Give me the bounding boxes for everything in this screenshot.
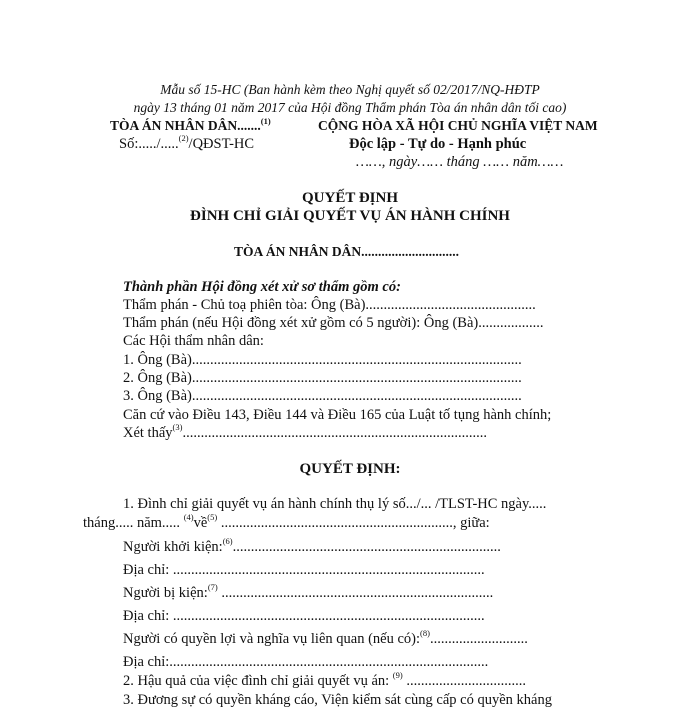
defendant-line <box>123 584 493 602</box>
panel-heading: Thành phần Hội đồng xét xử sơ thẩm gồm có: <box>123 279 401 295</box>
decision-number-note: (2) <box>178 133 189 144</box>
considering-note: (3) <box>172 422 183 433</box>
defendant-address-line: Địa chỉ: ...................................................................................... <box>123 608 485 624</box>
related-party-label: Người có quyền lợi và nghĩa vụ liên quan (nếu có): <box>123 631 421 647</box>
item-2-label: 2. Hậu quả của việc đình chỉ giải quyết vụ án: <box>123 673 390 689</box>
decision-number <box>119 135 254 153</box>
plaintiff-address-line: Địa chỉ: ...................................................................................... <box>123 562 485 578</box>
considering-dots: .................................................................................... <box>182 425 487 441</box>
item-1-date-text: tháng..... năm..... <box>83 515 181 531</box>
item-1-between-text: ................................................................, giữa: <box>217 515 490 531</box>
court-name-text: TÒA ÁN NHÂN DÂN....... <box>110 118 261 133</box>
related-party-address-line: Địa chỉ:........................................................................................ <box>123 654 489 670</box>
plaintiff-note: (6) <box>222 536 233 547</box>
assessor-line-1: 1. Ông (Bà)........................................................................................... <box>123 352 522 368</box>
court-line <box>234 243 459 261</box>
court-name-note: (1) <box>260 115 271 126</box>
item-1-note-5: (5) <box>207 512 218 523</box>
defendant-label: Người bị kiện: <box>123 585 208 601</box>
item-2-note: (9) <box>392 670 403 681</box>
document-title: QUYẾT ĐỊNH <box>302 190 398 206</box>
item-1-about-text: về <box>193 515 208 531</box>
related-party-dots: ........................... <box>429 631 528 647</box>
plaintiff-line <box>123 538 501 556</box>
decision-item-1-line-2 <box>83 514 490 532</box>
form-reference-line-1: Mẫu số 15-HC (Ban hành kèm theo Nghị quyết số 02/2017/NQ-HĐTP <box>160 82 540 97</box>
defendant-note: (7) <box>207 582 218 593</box>
assessor-line-2: 2. Ông (Bà)........................................................................................... <box>123 370 522 386</box>
decision-item-2-line <box>123 672 526 690</box>
plaintiff-label: Người khởi kiện: <box>123 539 223 555</box>
decision-number-prefix: Số:...../..... <box>119 136 179 152</box>
five-member-judge-line: Thẩm phán (nếu Hội đồng xét xử gồm có 5 người): Ông (Bà).................. <box>123 315 544 331</box>
related-party-note: (8) <box>420 628 430 639</box>
related-party-line <box>123 630 528 648</box>
court-name <box>110 117 271 135</box>
court-line-text: TÒA ÁN NHÂN DÂN............................. <box>234 244 460 259</box>
item-2-dots: ................................. <box>402 673 526 689</box>
decision-item-1-line-1: 1. Đình chỉ giải quyết vụ án hành chính thụ lý số.../... /TLST-HC ngày..... <box>123 496 547 512</box>
assessor-line-3: 3. Ông (Bà)........................................................................................... <box>123 388 522 404</box>
decision-heading: QUYẾT ĐỊNH: <box>299 461 401 477</box>
item-1-note-4: (4) <box>183 512 194 523</box>
decision-number-suffix: /QĐST-HC <box>188 136 255 152</box>
defendant-dots: ........................................................................... <box>217 585 494 601</box>
legal-basis-line: Căn cứ vào Điều 143, Điều 144 và Điều 165 của Luật tố tụng hành chính; <box>123 407 552 423</box>
considering-line <box>123 424 487 442</box>
form-reference-line-2: ngày 13 tháng 01 năm 2017 của Hội đồng Thẩm phán Tòa án nhân dân tối cao) <box>133 100 567 115</box>
presiding-judge-line: Thẩm phán - Chủ toạ phiên tòa: Ông (Bà)............................................... <box>123 297 536 313</box>
date-line: ……, ngày…… tháng …… năm…… <box>356 154 564 170</box>
document-subtitle: ĐÌNH CHỈ GIẢI QUYẾT VỤ ÁN HÀNH CHÍNH <box>190 208 510 224</box>
republic-name: CỘNG HÒA XÃ HỘI CHỦ NGHĨA VIỆT NAM <box>318 118 598 133</box>
national-motto: Độc lập - Tự do - Hạnh phúc <box>349 136 527 152</box>
considering-prefix: Xét thấy <box>123 425 173 441</box>
plaintiff-dots: .......................................................................... <box>232 539 501 555</box>
decision-item-3-line: 3. Đương sự có quyền kháng cáo, Viện kiểm sát cùng cấp có quyền kháng <box>123 692 552 708</box>
assessors-label: Các Hội thẩm nhân dân: <box>123 333 264 349</box>
